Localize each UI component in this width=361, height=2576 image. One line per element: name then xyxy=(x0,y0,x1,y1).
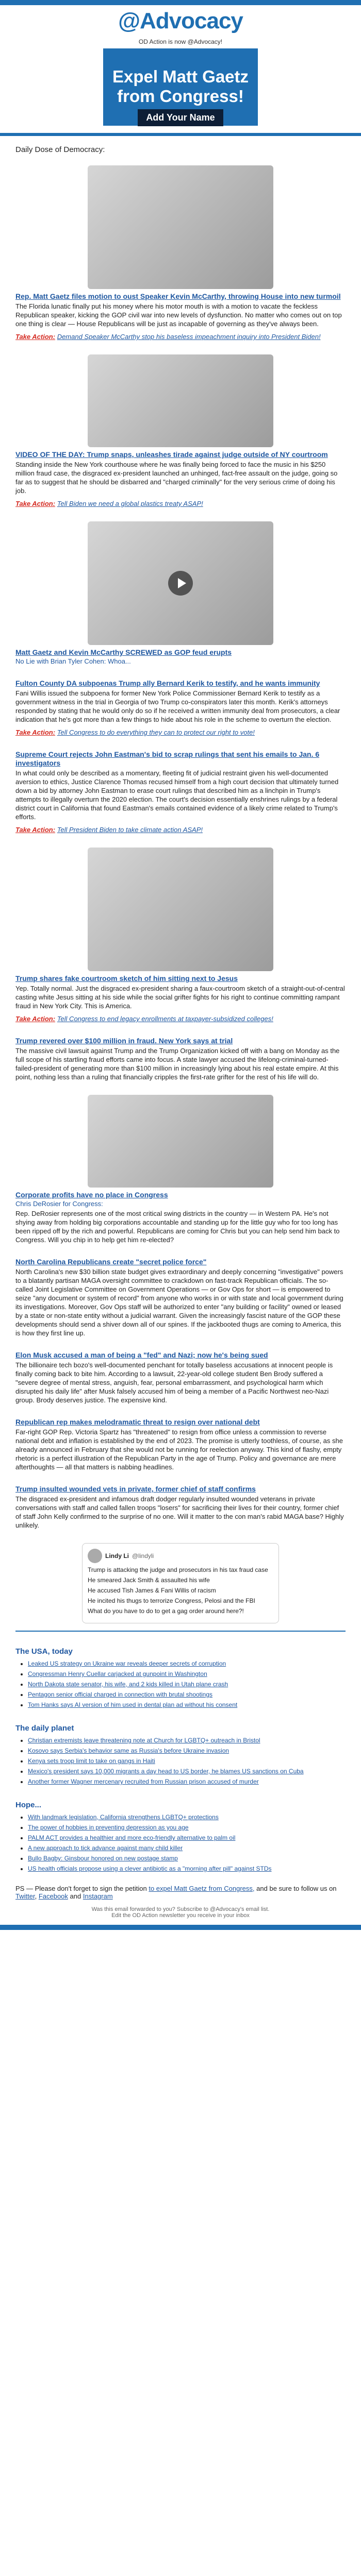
hero-banner[interactable] xyxy=(103,48,258,126)
footer-subscribe[interactable]: Was this email forwarded to you? Subscribe to @Advocacy's email list. xyxy=(91,1906,270,1912)
news-link[interactable]: Mexico's president says 10,000 migrants a day head to US border, he blames US sanctions on Cuba xyxy=(28,1768,304,1775)
section-planet xyxy=(15,1724,346,1785)
story xyxy=(15,648,346,666)
story-body: Far-right GOP Rep. Victoria Spartz has "threatened" to resign from office unless a commission to reverse national debt and inflation is established by the end of 2023. The promise is utterly toothless, of course, as she already announced in February that she would not be running for reelection anyway. This kind of flashy, empty rhetoric is a perfect illustration of the Republican Party in the age of Trump. Policy and governance are mere afterthoughts — all that matters is nabbing headlines. xyxy=(15,1428,343,1471)
news-link[interactable]: Kenya sets troop limit to take on gangs in Haiti xyxy=(28,1757,155,1765)
add-name-button[interactable]: Add Your Name xyxy=(138,109,223,126)
story-headline[interactable]: Fulton County DA subpoenas Trump ally Bernard Kerik to testify, and he wants immunity xyxy=(15,679,320,687)
tweet-handle: @lindyli xyxy=(132,1552,154,1560)
story-byline: No Lie with Brian Tyler Cohen: Whoa... xyxy=(15,657,131,665)
news-link[interactable]: Leaked US strategy on Ukraine war reveals deeper secrets of corruption xyxy=(28,1660,226,1667)
intro: Daily Dose of Democracy: xyxy=(15,145,105,154)
story-body: The billionaire tech bozo's well-documented penchant for totally baseless accusations at innocent people is finally coming back to bite him. According to a lawsuit, 22-year-old college student Ben Brody suffered a "severe degree of mental stress, anguish, fear, personal embarrassment, and psychological harm which disrupted his daily life" after Musk falsely accused him of being a member of a Pacific Northwest neo-Nazi group. Brody deserves justice. The expensive kind. xyxy=(15,1361,333,1404)
hero-title: Expel Matt Gaetz from Congress! xyxy=(112,67,249,106)
list-item xyxy=(28,1757,346,1765)
list-item xyxy=(28,1834,346,1841)
story-headline[interactable]: Matt Gaetz and Kevin McCarthy SCREWED as GOP feud erupts xyxy=(15,648,232,656)
story-headline[interactable]: Trump revered over $100 million in fraud. New York says at trial xyxy=(15,1037,233,1045)
take-action-link[interactable]: Demand Speaker McCarthy stop his baseless impeachment inquiry into President Biden! xyxy=(57,333,321,341)
story xyxy=(15,1258,346,1337)
take-action xyxy=(15,728,346,737)
list-item xyxy=(28,1670,346,1677)
content xyxy=(0,145,361,1919)
story xyxy=(15,750,346,834)
story-headline[interactable]: Supreme Court rejects John Eastman's bid to scrap rulings that sent his emails to Jan. 6 investigators xyxy=(15,750,320,767)
postscript: PS — Please don't forget to sign the petition to expel Matt Gaetz from Congress, and be sure to follow us on Twitter, Facebook and Instagram xyxy=(15,1885,337,1900)
take-action-link[interactable]: Tell President Biden to take climate action ASAP! xyxy=(57,826,203,834)
avatar xyxy=(88,1549,102,1563)
list-item xyxy=(28,1768,346,1775)
divider xyxy=(15,1631,346,1632)
tweet-line: He smeared Jack Smith & assaulted his wife xyxy=(88,1577,210,1584)
news-link[interactable]: A new approach to tick advance against many child killer xyxy=(28,1844,183,1852)
story-body: In what could only be described as a momentary, fleeting fit of judicial restraint given his well-documented aversion to ethics, Justice Clarence Thomas recused himself from a high court decision that ultimately turned down a bid by attorney John Eastman to erase court rulings that described him as a linchpin in Trump's attempts to illegally overturn the 2020 election. The court's decision essentially enshrines rulings by a federal district court in California that found Eastman's emails contained evidence of a likely crime related to Trump's efforts. xyxy=(15,769,339,821)
take-action xyxy=(15,332,346,341)
list-item xyxy=(28,1660,346,1667)
take-action-label: Take Action: xyxy=(15,826,56,834)
top-bar xyxy=(0,0,361,5)
story-body: Standing inside the New York courthouse where he was finally being forced to face the music in his $250 million fraud case, the disgraced ex-president launched an unhinged, fact-free assault on the judge, going so far as to suggest that he should be disbarred and "charged criminally" for the very serious crime of doing his job. xyxy=(15,461,338,495)
news-link[interactable]: Another former Wagner mercenary recruited from Russian prison accused of murder xyxy=(28,1778,259,1785)
story xyxy=(15,292,346,341)
instagram-link[interactable]: Instagram xyxy=(83,1892,113,1900)
story xyxy=(15,1037,346,1081)
list-item xyxy=(28,1814,346,1821)
section-title: Hope... xyxy=(15,1801,42,1809)
twitter-link[interactable]: Twitter xyxy=(15,1892,35,1900)
story-image[interactable] xyxy=(88,165,273,289)
story-body: The Florida lunatic finally put his money where his motor mouth is with a motion to vacate the feckless Republican speaker, kicking the GOP civil war into new levels of dysfunction. No matter who comes out on top one thing is clear — House Republicans will be just as incapable of governing as they've always been. xyxy=(15,302,342,328)
story-headline[interactable]: Rep. Matt Gaetz files motion to oust Speaker Kevin McCarthy, throwing House into new turmoil xyxy=(15,292,341,300)
take-action-label: Take Action: xyxy=(15,728,56,736)
take-action-link[interactable]: Tell Biden we need a global plastics treaty ASAP! xyxy=(57,500,203,507)
news-link[interactable]: Tom Hanks says AI version of him used in dental plan ad without his consent xyxy=(28,1701,238,1708)
list-item xyxy=(28,1855,346,1862)
petition-link[interactable]: to expel Matt Gaetz from Congress, xyxy=(149,1885,255,1892)
tweet-line: He incited his thugs to terrorize Congress, Pelosi and the FBI xyxy=(88,1597,255,1604)
story-body: Rep. DeRosier represents one of the most critical swing districts in the country — in Western PA. He's not shying away from holding big corporations accountable and standing up for the little guy who for too long has been ripped off by the rich and powerful. Republicans are coming for Chris but you can help send him back to Congress. Will you chip in to help get him re-elected? xyxy=(15,1210,340,1244)
news-link[interactable]: Bullo Bagby: Ginsbour honored on new postage stamp xyxy=(28,1855,178,1862)
story-body: The disgraced ex-president and infamous draft dodger regularly insulted wounded veterans in private conversations with staff and called fallen troops "losers" for sacrificing their lives for their country, former chief of staff John Kelly confirmed to the surprise of no one. Will it matter to the con man's rabid MAGA base? Highly unlikely. xyxy=(15,1495,344,1529)
story xyxy=(15,1351,346,1404)
story xyxy=(15,1191,346,1244)
logo[interactable] xyxy=(0,8,361,34)
story-headline[interactable]: Elon Musk accused a man of being a "fed" and Nazi; now he's being sued xyxy=(15,1351,268,1359)
take-action-label: Take Action: xyxy=(15,500,56,507)
tweet-author: Lindy Li xyxy=(105,1552,129,1560)
news-link[interactable]: PALM ACT provides a healthier and more eco-friendly alternative to palm oil xyxy=(28,1834,236,1841)
list-item xyxy=(28,1701,346,1708)
take-action-link[interactable]: Tell Congress to do everything they can to protect our right to vote! xyxy=(57,728,255,736)
story xyxy=(15,1418,346,1471)
tweet-header xyxy=(88,1549,273,1563)
take-action xyxy=(15,499,346,508)
video-thumbnail[interactable] xyxy=(88,521,273,645)
section-title: The USA, today xyxy=(15,1647,73,1656)
divider xyxy=(0,133,361,136)
take-action-label: Take Action: xyxy=(15,333,56,341)
embedded-tweet[interactable] xyxy=(82,1543,279,1623)
news-link[interactable]: Congressman Henry Cuellar carjacked at gunpoint in Washington xyxy=(28,1670,207,1677)
story-image[interactable] xyxy=(88,1095,273,1188)
list-item xyxy=(28,1778,346,1785)
story xyxy=(15,974,346,1023)
section-title: The daily planet xyxy=(15,1724,74,1733)
story xyxy=(15,450,346,508)
play-icon[interactable] xyxy=(168,571,193,596)
list-item xyxy=(28,1824,346,1831)
tagline: OD Action is now @Advocacy! xyxy=(138,38,223,45)
take-action xyxy=(15,1014,346,1023)
ps-text: and be sure to follow us on xyxy=(256,1885,337,1892)
story-byline[interactable]: Chris DeRosier for Congress: xyxy=(15,1200,103,1208)
story-headline[interactable]: Trump insulted wounded vets in private, former chief of staff confirms xyxy=(15,1485,256,1493)
story-headline[interactable]: Republican rep makes melodramatic threat to resign over national debt xyxy=(15,1418,260,1426)
logo-text: @Advocacy xyxy=(118,8,243,33)
section-usa xyxy=(15,1647,346,1708)
story-body: Fani Willis issued the subpoena for former New York Police Commissioner Bernard Kerik to testify as a government witness in the trial in Georgia of two Trump co-conspirators later this month. Kerik's attorneys responded by stating that he would only do so if he received a written immunity deal from prosecutors, a clear indication that he's got more than a few things to hide about his role in the scheme to overturn the election. xyxy=(15,689,340,723)
story-image[interactable] xyxy=(88,354,273,447)
story-headline[interactable]: VIDEO OF THE DAY: Trump snaps, unleashes tirade against judge outside of NY courtroom xyxy=(15,450,328,459)
tweet-line: He accused Tish James & Fani Willis of racism xyxy=(88,1587,216,1594)
footer-preferences[interactable]: Edit the OD Action newsletter you receive in your inbox xyxy=(111,1912,250,1919)
section-hope xyxy=(15,1801,346,1872)
ps-text: and xyxy=(70,1892,81,1900)
story-headline[interactable]: North Carolina Republicans create "secret police force" xyxy=(15,1258,207,1266)
list-item xyxy=(28,1844,346,1852)
story-body: Yep. Totally normal. Just the disgraced ex-president sharing a faux-courtroom sketch of a straight-out-of-central casting white Jesus sitting at his side while the social grifter fights for his right to continue committing rampant fraud in New York City. This is America. xyxy=(15,985,345,1010)
take-action-link[interactable]: Tell Congress to end legacy enrollments at taxpayer-subsidized colleges! xyxy=(57,1015,273,1023)
news-link[interactable]: Kosovo says Serbia's behavior same as Russia's before Ukraine invasion xyxy=(28,1747,229,1754)
list-item xyxy=(28,1747,346,1754)
tweet-line: Trump is attacking the judge and prosecutors in his tax fraud case xyxy=(88,1566,268,1573)
take-action xyxy=(15,825,346,834)
footer xyxy=(15,1906,346,1919)
story xyxy=(15,1485,346,1530)
story-headline[interactable]: Corporate profits have no place in Congress xyxy=(15,1191,168,1199)
tweet-line: What do you have to do to get a gag order around here?! xyxy=(88,1607,244,1615)
story xyxy=(15,679,346,737)
take-action-label: Take Action: xyxy=(15,1015,56,1023)
ps-text: PS — Please don't forget to sign the petition xyxy=(15,1885,147,1892)
news-link[interactable]: The power of hobbies in preventing depression as you age xyxy=(28,1824,189,1831)
story-body: North Carolina's new $30 billion state budget gives extraordinary and deeply concerning "investigative" powers to a blatantly partisan MAGA oversight committee to crackdown on fast-track Republican officials. The so-called Joint Legislative Committee on Government Operations — or Gov Ops for short — is empowered to seize "any document or system of record" from anyone who works in or with state and local government during its investigations. Moreover, Gov Ops staff will be authorized to enter "any building or facility" owned or leased by a state or non-state entity without a judicial warrant. Given the increasingly fascist nature of the GOP these developments should send a shiver down all of our spines. If the jackbooted thugs are coming to America, this is how they first line up. xyxy=(15,1268,343,1337)
news-link[interactable]: Christian extremists leave threatening note at Church for LGBTQ+ outreach in Bristol xyxy=(28,1737,260,1744)
news-link[interactable]: Pentagon senior official charged in connection with brutal shootings xyxy=(28,1691,213,1698)
bottom-bar xyxy=(0,1925,361,1930)
story-image[interactable] xyxy=(88,848,273,971)
news-link[interactable]: North Dakota state senator, his wife, and 2 kids killed in Utah plane crash xyxy=(28,1681,228,1688)
news-link[interactable]: With landmark legislation, California strengthens LGBTQ+ protections xyxy=(28,1814,219,1821)
story-headline[interactable]: Trump shares fake courtroom sketch of him sitting next to Jesus xyxy=(15,974,238,982)
facebook-link[interactable]: Facebook xyxy=(38,1892,68,1900)
list-item xyxy=(28,1681,346,1688)
story-body: The massive civil lawsuit against Trump and the Trump Organization kicked off with a bang on Monday as the full scope of his startling fraud efforts came into focus. A state lawyer accused the lifelong-criminal-turned-failed-president of generating more than $100 million in increasingly lying about his real estate empire. At this point, nothing less than a ruling that financially cripples the first-rate grifter for the rest of his life will do. xyxy=(15,1047,340,1081)
list-item xyxy=(28,1865,346,1872)
list-item xyxy=(28,1691,346,1698)
list-item xyxy=(28,1737,346,1744)
news-link[interactable]: US health officials propose using a clever antibiotic as a "morning after pill" against STDs xyxy=(28,1865,272,1872)
